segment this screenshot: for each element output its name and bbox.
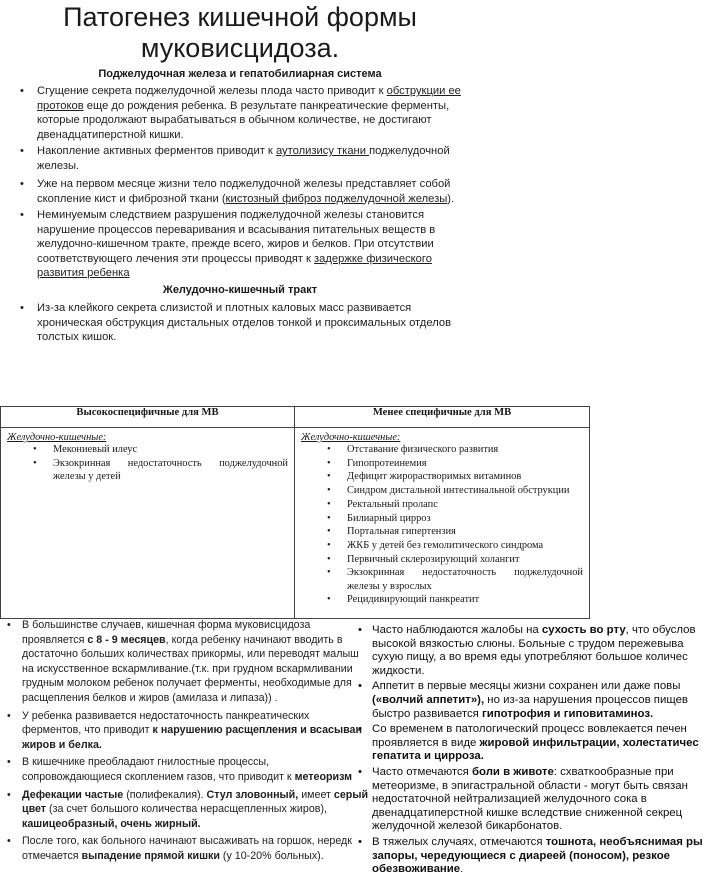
left-bullet-4 — [0, 788, 369, 832]
slide-title — [0, 2, 480, 64]
line: В тяжелых случаях, отмечаются — [372, 835, 546, 848]
table-header-high: Высокоспецифичные для МВ — [1, 407, 295, 428]
low-specific-list — [301, 443, 583, 606]
line: После того, как больного начинают высаживать на горшок, нередк — [22, 835, 352, 848]
table-subhead: Желудочно-кишечные: — [301, 432, 401, 443]
line: метеоризме, в эпигастральной области - могут быть связан — [372, 779, 688, 792]
list-item: • Отставание физического развития — [301, 443, 583, 456]
bold-term: кашицеобразный, очень жирный. — [22, 817, 201, 830]
line: высокой вязкостью слюны. Больные с трудом пережевыва — [372, 637, 684, 650]
bold-term: запоры, чередующиеся с диареей (поносом), резкое — [372, 849, 670, 862]
bold-term: тошнота, необъяснимая ры — [545, 835, 703, 848]
left-bullet-1 — [0, 618, 359, 706]
line: достаточно больших количествах прикормы, или переводят малыш — [22, 648, 359, 661]
underlined-term: кистозный фиброз поджелудочной железы — [225, 192, 448, 205]
right-bullet-2 — [352, 680, 697, 721]
specificity-table — [0, 406, 590, 619]
left-bullet-2 — [0, 709, 362, 753]
line: расщепления белков и жиров (амилаза и липаза)) . — [22, 691, 278, 704]
bold-term: («волчий аппетит»), — [372, 693, 485, 706]
bold-term: жиров и белка. — [22, 738, 102, 751]
right-text-column — [352, 624, 703, 876]
list-item: • Мекониевый илеус — [7, 443, 288, 456]
line: Со временем в патологический процесс вовлекается печен — [372, 723, 687, 736]
line: : схваткообразные при — [553, 765, 674, 778]
table-header-low: Менее специфичные для МВ — [295, 407, 590, 428]
section-heading-pancreas: Поджелудочная железа и гепатобилиарная система — [98, 68, 382, 80]
table-subhead: Желудочно-кишечные: — [7, 432, 107, 443]
line: В большинстве случаев, кишечная форма муковисцидоза — [22, 619, 311, 631]
slide-title-line2: муковисцидоза. — [140, 33, 340, 63]
line: на искусственное вскармливание.(т.к. при грудном вскармливании — [22, 662, 353, 675]
bullet-text: Уже на первом месяце жизни тело поджелудочной железы представляет собой скопление кист и фиброзной ткани ( — [37, 178, 451, 205]
slide-bullet-2 — [37, 144, 462, 173]
line: желудочной железой бикарбонатов. — [372, 820, 563, 833]
line: жидкости. — [372, 664, 425, 677]
slide-title-line1: Патогенез кишечной формы — [63, 2, 417, 32]
right-bullet-4 — [352, 766, 697, 834]
slide-bullet-1 — [37, 84, 462, 142]
line: , когда ребенку начинают вводить в — [165, 633, 343, 646]
bold-term: обезвоживание — [372, 863, 461, 876]
left-bullet-3 — [0, 755, 353, 784]
bullet-text: ). — [447, 192, 455, 205]
line: двенадцатиперстной кишке вследствие сниженной секрец — [372, 806, 683, 819]
bold-term: боли в животе — [471, 765, 554, 778]
line: Часто отмечаются — [372, 765, 472, 778]
list-item: • Билиарный цирроз — [301, 512, 583, 525]
line: ферментов, что приводит — [22, 724, 153, 737]
line: У ребенка развивается недостаточность панкреатических — [22, 709, 310, 722]
line: (полифекалия). — [123, 788, 207, 801]
right-bullet-1 — [352, 624, 697, 678]
line: но из-за нарушения процессов пищев — [484, 693, 688, 706]
list-item: • Экзокринная недостаточность поджелудочной железы у взрослых — [301, 566, 583, 592]
line: отмечается — [22, 849, 82, 862]
bullet-text: Сгущение секрета поджелудочной железы плода часто приводит к — [37, 85, 387, 97]
line: сопровождающиеся скоплением газов, что приводит к — [22, 770, 295, 783]
line: имеет — [298, 788, 334, 801]
list-item: • ЖКБ у детей без гемолитического синдрома — [301, 539, 583, 552]
right-bullet-5 — [352, 835, 703, 877]
line: Аппетит в первые месяцы жизни сохранен или даже повы — [372, 680, 681, 693]
bullet-text: Неминуемым следствием разрушения поджелудочной железы становится нарушение процессов переваривания и всасывания питательных веществ в желудочно-кишечном тракте, прежде всего, жиров и белков. При отсутствии соответствующего лечения эти процессы приводят к — [37, 209, 436, 265]
bold-term: Стул зловонный, — [206, 788, 299, 801]
bullet-text: еще до рождения ребенка. В результате панкреатические ферменты, которые продолжают вырабатываться в обычном количестве, не достигают двенадцатиперстной кишки. — [37, 99, 450, 141]
bold-term: цвет — [22, 803, 47, 816]
list-item: • Дефицит жирорастворимых витаминов — [301, 470, 583, 483]
line: В кишечнике преобладают гнилостные процессы, — [22, 756, 270, 769]
line: проявляется в виде — [372, 736, 480, 749]
list-item: • Рецидивирующий панкреатит — [301, 593, 583, 606]
line: проявляется — [22, 633, 88, 646]
list-item: • Портальная гипертензия — [301, 525, 583, 538]
bullet-text: Накопление активных ферментов приводит к — [37, 145, 276, 157]
bold-term: сухость во рту — [541, 624, 626, 636]
table-cell-low — [295, 428, 590, 619]
list-item: • Экзокринная недостаточность поджелудочной железы у детей — [7, 457, 288, 483]
underlined-term: задержке физического развития ребенка — [37, 252, 432, 279]
bold-term: Дефекации частые — [22, 788, 124, 801]
bold-term: гепатита и цирроза. — [372, 750, 484, 763]
right-bullet-3 — [352, 723, 697, 764]
bold-term: метеоризм — [294, 770, 353, 783]
bold-term: к нарушению расщепления и всасыван — [152, 724, 362, 737]
list-item: • Ректальный пролапс — [301, 498, 583, 511]
slide-bullet-4 — [37, 208, 462, 281]
bold-term: жировой инфильтрации, холестатичес — [479, 736, 699, 749]
bullet-text: поджелудочной железы. — [37, 145, 450, 172]
line: , что обуслов — [625, 624, 696, 636]
list-item: • Гипопротеинемия — [301, 457, 583, 470]
bold-term: гипотрофия и гиповитаминоз. — [481, 707, 654, 720]
line: сухую пищу, а во время еды употребляют большое количес — [372, 651, 688, 664]
line: быстро развивается — [372, 707, 482, 720]
bold-term: с 8 - 9 месяцев — [87, 633, 166, 646]
bold-term: серый — [333, 788, 369, 801]
list-item: • Синдром дистальной интестинальной обструкции — [301, 484, 583, 497]
underlined-term: аутолизису ткани — [275, 145, 370, 157]
slide-bullet-5: • Из-за клейкого секрета слизистой и плотных каловых масс развивается хроническая обструкция дистальных отделов тонкой и проксимальных отделов толстых кишок. — [37, 301, 462, 345]
line: (у 10-20% больных). — [219, 849, 324, 862]
bold-term: выпадение прямой кишки — [81, 849, 220, 862]
slide-pathogenesis — [0, 0, 480, 358]
table-cell-high — [1, 428, 295, 619]
left-text-column — [0, 618, 369, 862]
high-specific-list — [7, 443, 288, 483]
slide-bullet-3 — [37, 177, 462, 206]
line: . — [460, 863, 464, 876]
line: грудным молоком ребенок получает ферменты, необходимые для — [22, 677, 352, 690]
section-heading-gi-tract: Желудочно-кишечный тракт — [162, 284, 318, 296]
line: недостаточной нейтрализацией желудочного сока в — [372, 793, 647, 806]
list-item: • Первичный склерозирующий холангит — [301, 553, 583, 566]
underlined-term: обструкции ее — [386, 85, 461, 97]
underlined-term: протоков — [37, 99, 84, 112]
line: Часто наблюдаются жалобы на — [372, 624, 542, 636]
line: (за счет большого количества нерасщепленных жиров), — [46, 803, 327, 816]
left-bullet-5 — [0, 834, 350, 863]
